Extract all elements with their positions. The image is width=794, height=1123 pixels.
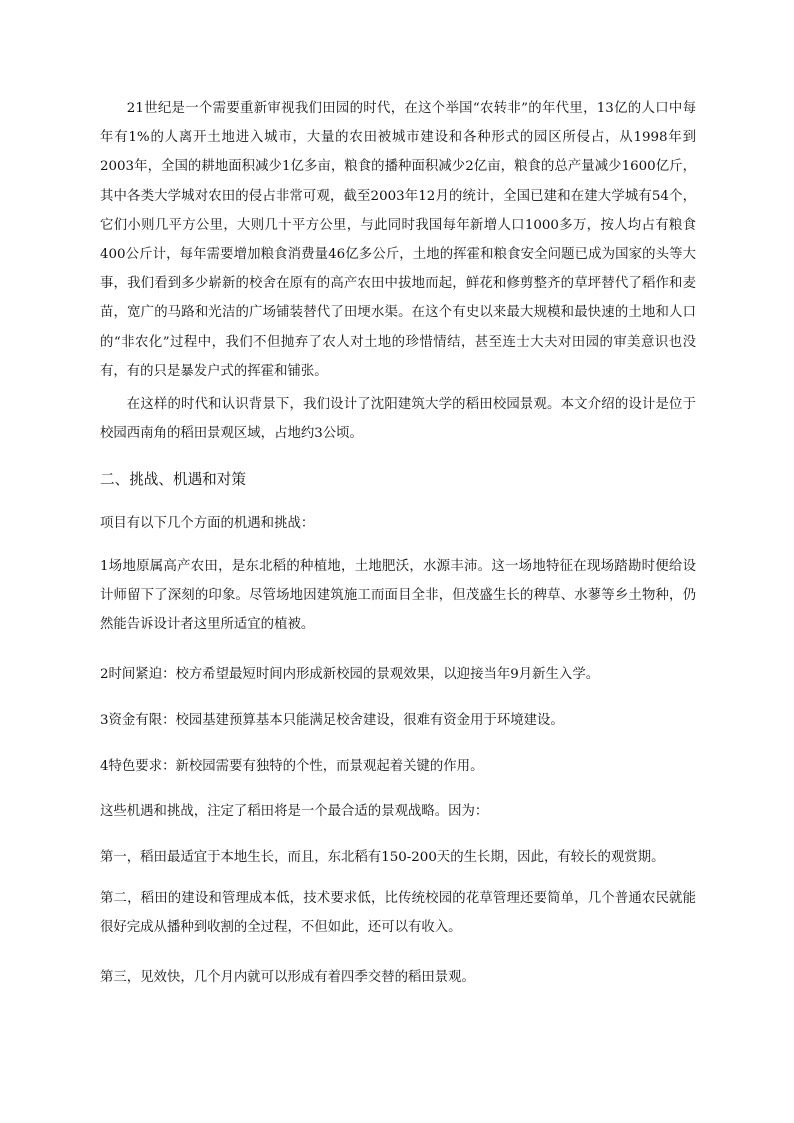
reason-first: 第一，稻田最适宜于本地生长，而且，东北稻有150-200天的生长期，因此，有较长的观赏期。 [100,850,665,865]
list-item-site: 1场地原属高产农田，是东北稻的种植地，土地肥沃，水源丰沛。这一场地特征在现场踏勘时便给设计师留下了深刻的印象。尽管场地因建筑施工而面目全非，但茂盛生长的稗草、水蓼等乡土物种，仍然能告诉设计者这里所适宜的植被。 [100,559,696,633]
list-item-time: 2时间紧迫：校方希望最短时间内形成新校园的景观效果，以迎接当年9月新生入学。 [100,667,600,682]
paragraph-intro: 项目有以下几个方面的机遇和挑战： [100,516,315,531]
paragraph-background: 21世纪是一个需要重新审视我们田园的时代，在这个举国“农转非”的年代里，13亿的人口中每年有1%的人离开土地进入城市，大量的农田被城市建设和各种形式的园区所侵占，从1998年到2003年，全国的耕地面积减少1亿多亩，粮食的播种面积减少2亿亩，粮食的总产量减少1600亿斤，其中各类大学城对农田的侵占非常可观，截至2003年12月的统计，全国已建和在建大学城有54个，它们小则几平方公里，大则几十平方公里，与此同时我国每年新增人口1000多万，按人均占有粮食400公斤计，每年需要增加粮食消费量46亿多公斤，土地的挥霍和粮食安全问题已成为国家的头等大事，我们看到多少崭新的校舍在原有的高产农田中拔地而起，鲜花和修剪整齐的草坪替代了稻作和麦苗，宽广的马路和光洁的广场铺装替代了田埂水渠。在这个有史以来最大规模和最快速的土地和人口的“非农化”过程中，我们不但抛弃了农人对土地的珍惜情结，甚至连士大夫对田园的审美意识也没有，有的只是暴发户式的挥霍和铺张。 [100,101,696,379]
list-item-funding: 3资金有限：校园基建预算基本只能满足校舍建设，很难有资金用于环境建设。 [100,713,564,728]
paragraph-conclusion: 这些机遇和挑战，注定了稻田将是一个最合适的景观战略。因为： [100,804,489,819]
reason-second: 第二，稻田的建设和管理成本低，技术要求低，比传统校园的花草管理还要简单，几个普通农民就能很好完成从播种到收割的全过程，不但如此，还可以有收入。 [100,891,696,936]
reason-third: 第三，见效快，几个月内就可以形成有着四季交替的稻田景观。 [100,970,475,985]
section-heading: 二、挑战、机遇和对策 [100,471,246,488]
paragraph-design-context: 在这样的时代和认识背景下，我们设计了沈阳建筑大学的稻田校园景观。本文介绍的设计是位于校园西南角的稻田景观区域，占地约3公顷。 [100,397,696,442]
list-item-character: 4特色要求：新校园需要有独特的个性，而景观起着关键的作用。 [100,759,484,774]
